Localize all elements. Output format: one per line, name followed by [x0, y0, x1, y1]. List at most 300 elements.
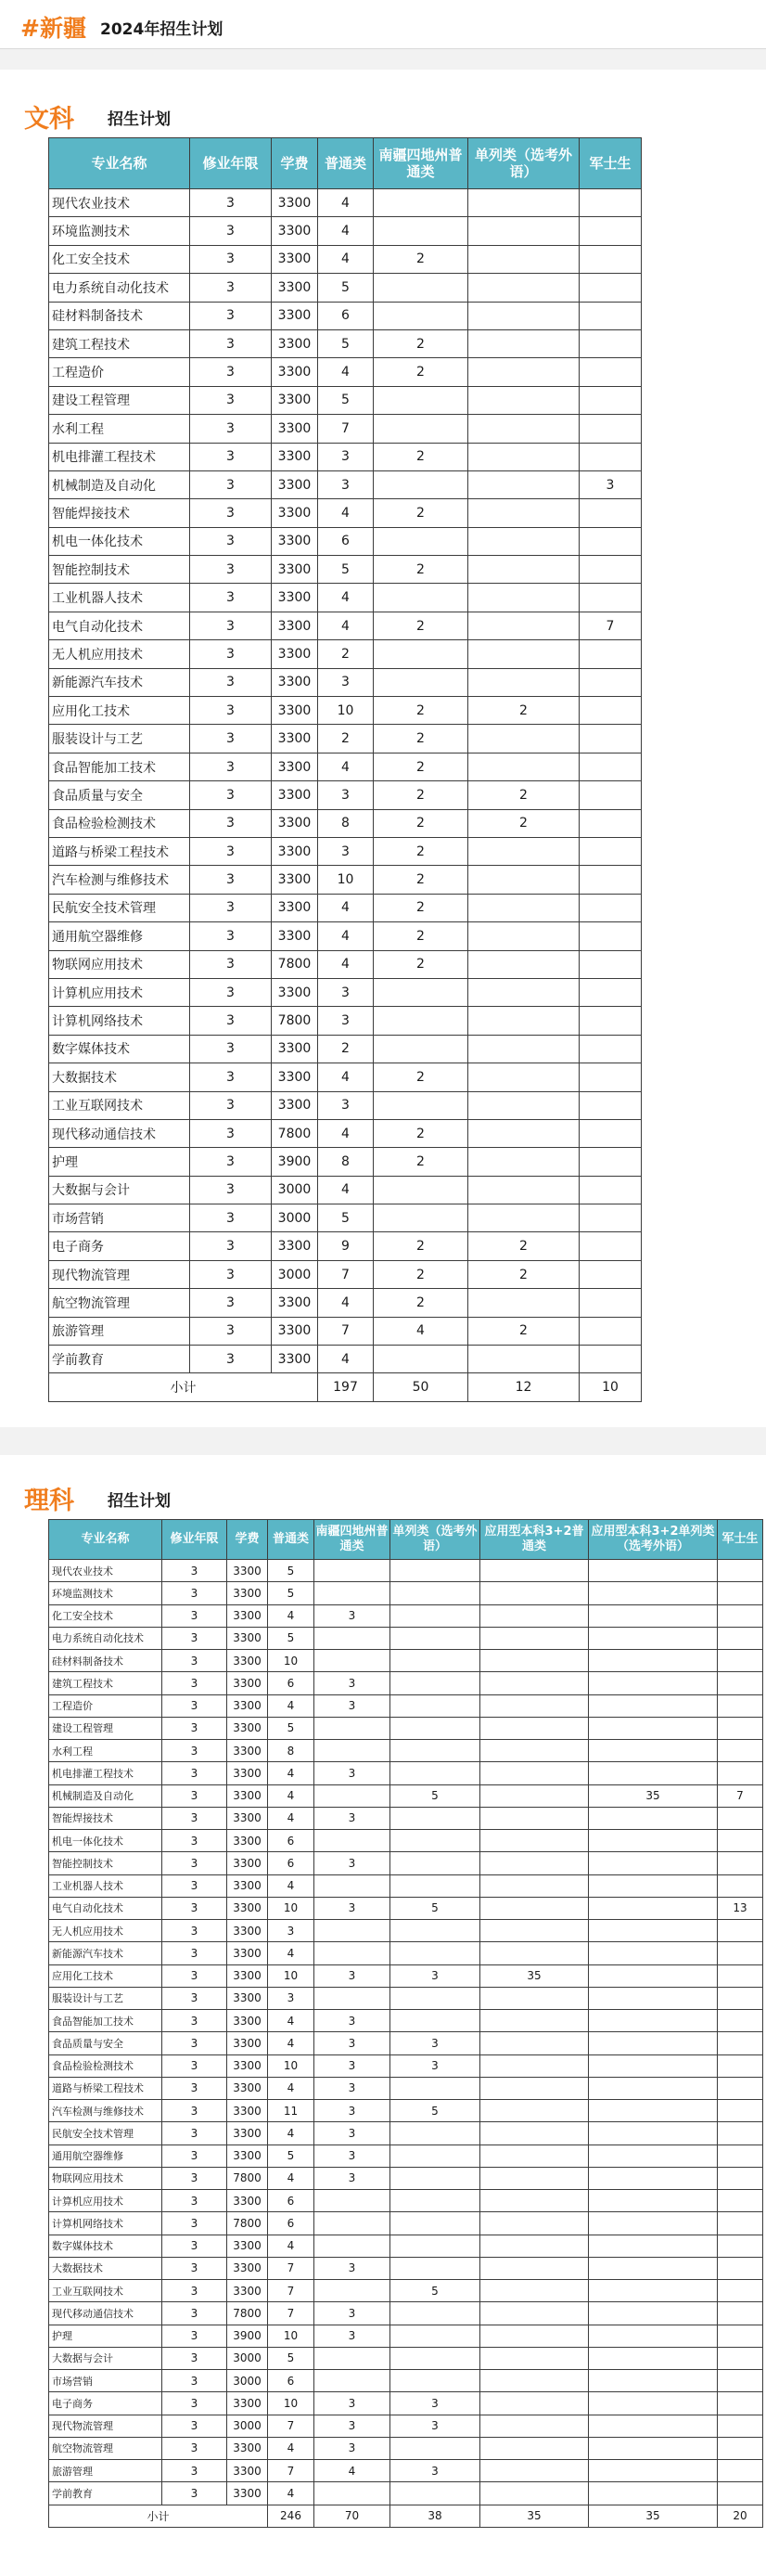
cell-bachelor-separate	[589, 2370, 718, 2392]
cell-south-xinjiang: 3	[314, 2415, 390, 2437]
cell-years: 3	[190, 1317, 272, 1345]
cell-major: 护理	[49, 2325, 162, 2347]
cell-bachelor-general	[480, 1987, 589, 2009]
cell-military	[718, 2145, 763, 2167]
cell-military	[718, 2100, 763, 2122]
cell-bachelor-separate	[589, 1560, 718, 1582]
cell-bachelor-separate	[589, 1874, 718, 1897]
table-row	[49, 1260, 642, 1288]
cell-military	[580, 1289, 642, 1317]
cell-major: 新能源汽车技术	[49, 1942, 162, 1964]
cell-years: 3	[190, 809, 272, 837]
cell-south-xinjiang: 3	[314, 1852, 390, 1874]
cell-major: 应用化工技术	[49, 1964, 162, 1987]
cell-military	[580, 837, 642, 865]
cell-bachelor-separate	[589, 1627, 718, 1649]
cell-general: 5	[318, 1204, 374, 1232]
cell-major: 环境监测技术	[49, 1582, 162, 1604]
cell-bachelor-general	[480, 1650, 589, 1672]
cell-bachelor-separate	[589, 1964, 718, 1987]
cell-years: 3	[190, 1063, 272, 1091]
cell-tuition: 3300	[272, 217, 318, 245]
cell-years: 3	[190, 470, 272, 498]
cell-military	[580, 527, 642, 555]
column-header-separate: 单列类（选考外语）	[390, 1520, 480, 1560]
cell-years: 3	[162, 2167, 227, 2189]
cell-years: 3	[190, 1176, 272, 1204]
cell-tuition: 3300	[272, 302, 318, 329]
cell-separate	[468, 1176, 580, 1204]
table-row	[49, 2145, 763, 2167]
cell-major: 工业机器人技术	[49, 1874, 162, 1897]
cell-bachelor-separate	[589, 2415, 718, 2437]
cell-separate	[468, 753, 580, 780]
cell-years: 3	[162, 2347, 227, 2369]
cell-separate	[390, 1874, 480, 1897]
cell-major: 现代移动通信技术	[49, 2302, 162, 2325]
cell-south-xinjiang: 2	[374, 358, 468, 386]
cell-military	[718, 1717, 763, 1739]
cell-major: 化工安全技术	[49, 245, 190, 273]
cell-bachelor-general	[480, 2437, 589, 2459]
cell-separate	[390, 2325, 480, 2347]
cell-major: 硅材料制备技术	[49, 302, 190, 329]
cell-general: 6	[268, 1852, 314, 1874]
cell-major: 智能焊接技术	[49, 1807, 162, 1829]
cell-years: 3	[190, 866, 272, 894]
cell-major: 无人机应用技术	[49, 1920, 162, 1942]
table-row	[49, 2257, 763, 2279]
cell-major: 汽车检测与维修技术	[49, 866, 190, 894]
table-row	[49, 1035, 642, 1063]
cell-military	[718, 1852, 763, 1874]
cell-separate: 3	[390, 2415, 480, 2437]
cell-military	[580, 781, 642, 809]
cell-major: 计算机网络技术	[49, 1007, 190, 1035]
table-row	[49, 415, 642, 443]
cell-years: 3	[190, 189, 272, 217]
table-header-row	[49, 138, 642, 189]
cell-general: 4	[318, 245, 374, 273]
cell-south-xinjiang: 3	[314, 1964, 390, 1987]
cell-bachelor-general	[480, 2370, 589, 2392]
cell-bachelor-general	[480, 2235, 589, 2257]
table-row	[49, 753, 642, 780]
cell-bachelor-separate	[589, 2257, 718, 2279]
cell-years: 3	[162, 1897, 227, 1919]
cell-military	[718, 2347, 763, 2369]
cell-years: 3	[162, 2077, 227, 2099]
column-header-bachelor-general: 应用型本科3+2普通类	[480, 1520, 589, 1560]
cell-bachelor-general	[480, 2482, 589, 2505]
cell-years: 3	[162, 2257, 227, 2279]
cell-separate	[468, 189, 580, 217]
cell-military	[580, 1148, 642, 1176]
cell-years: 3	[162, 1920, 227, 1942]
cell-general: 4	[318, 217, 374, 245]
total-label: 小计	[49, 2505, 268, 2527]
cell-tuition: 3300	[227, 2122, 268, 2145]
cell-military	[718, 1987, 763, 2009]
cell-tuition: 3000	[272, 1260, 318, 1288]
total-label: 小计	[49, 1373, 318, 1401]
table-row	[49, 2100, 763, 2122]
cell-bachelor-general	[480, 1920, 589, 1942]
cell-years: 3	[190, 245, 272, 273]
table-row	[49, 668, 642, 696]
cell-general: 6	[268, 2370, 314, 2392]
column-header-separate: 单列类（选考外语）	[468, 138, 580, 189]
cell-general: 7	[318, 1260, 374, 1288]
cell-bachelor-general	[480, 2190, 589, 2212]
cell-military	[580, 556, 642, 584]
cell-years: 3	[190, 556, 272, 584]
total-bachelor-separate: 35	[589, 2505, 718, 2527]
cell-tuition: 3300	[272, 668, 318, 696]
cell-major: 道路与桥梁工程技术	[49, 2077, 162, 2099]
cell-tuition: 3300	[272, 274, 318, 302]
cell-separate: 3	[390, 2032, 480, 2054]
cell-separate	[468, 668, 580, 696]
cell-bachelor-general	[480, 2460, 589, 2482]
cell-general: 5	[318, 329, 374, 357]
cell-tuition: 3300	[227, 1807, 268, 1829]
table-row	[49, 1232, 642, 1260]
cell-tuition: 3300	[227, 2190, 268, 2212]
cell-years: 3	[162, 1874, 227, 1897]
cell-general: 4	[268, 2077, 314, 2099]
cell-tuition: 3300	[227, 1964, 268, 1987]
cell-military	[718, 1672, 763, 1694]
cell-separate	[468, 499, 580, 527]
table-row	[49, 1740, 763, 1762]
cell-general: 4	[268, 2167, 314, 2189]
cell-separate	[390, 2370, 480, 2392]
cell-general: 4	[318, 753, 374, 780]
cell-south-xinjiang: 3	[314, 2302, 390, 2325]
cell-tuition: 3300	[227, 1650, 268, 1672]
table-row	[49, 217, 642, 245]
cell-bachelor-separate	[589, 2054, 718, 2077]
cell-south-xinjiang: 2	[374, 1148, 468, 1176]
cell-separate	[390, 2190, 480, 2212]
cell-separate	[390, 1560, 480, 1582]
cell-military	[718, 2190, 763, 2212]
cell-military	[580, 1317, 642, 1345]
cell-years: 3	[162, 1582, 227, 1604]
cell-major: 食品智能加工技术	[49, 2010, 162, 2032]
cell-years: 3	[162, 1650, 227, 1672]
cell-major: 食品检验检测技术	[49, 809, 190, 837]
cell-south-xinjiang: 3	[314, 1672, 390, 1694]
cell-years: 3	[162, 1627, 227, 1649]
cell-separate: 2	[468, 697, 580, 725]
cell-major: 机电一体化技术	[49, 527, 190, 555]
cell-separate	[390, 1672, 480, 1694]
cell-major: 现代农业技术	[49, 189, 190, 217]
table-row	[49, 2370, 763, 2392]
cell-bachelor-separate	[589, 2167, 718, 2189]
cell-military	[718, 2054, 763, 2077]
cell-bachelor-separate	[589, 1717, 718, 1739]
cell-general: 6	[318, 302, 374, 329]
cell-major: 航空物流管理	[49, 2437, 162, 2459]
cell-south-xinjiang: 2	[374, 922, 468, 950]
cell-major: 民航安全技术管理	[49, 894, 190, 921]
cell-tuition: 3300	[227, 2437, 268, 2459]
cell-years: 3	[190, 1346, 272, 1373]
cell-major: 现代物流管理	[49, 1260, 190, 1288]
cell-separate: 3	[390, 1964, 480, 1987]
cell-south-xinjiang	[374, 302, 468, 329]
cell-major: 市场营销	[49, 2370, 162, 2392]
cell-years: 3	[190, 1035, 272, 1063]
cell-major: 电力系统自动化技术	[49, 1627, 162, 1649]
cell-general: 10	[318, 697, 374, 725]
cell-military	[718, 2212, 763, 2235]
cell-separate	[390, 2077, 480, 2099]
cell-major: 智能控制技术	[49, 1852, 162, 1874]
cell-years: 3	[190, 1148, 272, 1176]
cell-tuition: 3300	[272, 499, 318, 527]
cell-south-xinjiang	[314, 2212, 390, 2235]
cell-bachelor-separate	[589, 1942, 718, 1964]
cell-south-xinjiang	[374, 527, 468, 555]
cell-years: 3	[162, 2145, 227, 2167]
table-row	[49, 1007, 642, 1035]
cell-years: 3	[190, 1007, 272, 1035]
cell-years: 3	[190, 302, 272, 329]
cell-tuition: 3300	[272, 753, 318, 780]
section-divider	[0, 49, 766, 70]
cell-general: 7	[318, 415, 374, 443]
table-row	[49, 2280, 763, 2302]
cell-general: 4	[318, 358, 374, 386]
table-row	[49, 1604, 763, 1627]
cell-bachelor-separate	[589, 1762, 718, 1784]
cell-tuition: 3300	[272, 725, 318, 753]
cell-general: 2	[318, 725, 374, 753]
cell-tuition: 3000	[227, 2347, 268, 2369]
cell-bachelor-separate	[589, 1987, 718, 2009]
cell-bachelor-separate	[589, 1852, 718, 1874]
cell-major: 大数据技术	[49, 1063, 190, 1091]
cell-military	[718, 1920, 763, 1942]
cell-south-xinjiang	[374, 189, 468, 217]
cell-south-xinjiang	[374, 217, 468, 245]
cell-military	[580, 1346, 642, 1373]
cell-south-xinjiang	[314, 2370, 390, 2392]
cell-military	[580, 302, 642, 329]
cell-major: 机电一体化技术	[49, 1830, 162, 1852]
cell-military	[580, 978, 642, 1006]
table-row	[49, 386, 642, 414]
cell-bachelor-general	[480, 2122, 589, 2145]
cell-bachelor-separate	[589, 2190, 718, 2212]
cell-major: 化工安全技术	[49, 1604, 162, 1627]
cell-military	[580, 443, 642, 470]
cell-major: 食品智能加工技术	[49, 753, 190, 780]
cell-tuition: 3300	[272, 894, 318, 921]
cell-military	[718, 2280, 763, 2302]
cell-military	[580, 415, 642, 443]
cell-tuition: 3300	[272, 358, 318, 386]
cell-major: 水利工程	[49, 1740, 162, 1762]
cell-tuition: 3300	[227, 1920, 268, 1942]
cell-bachelor-separate	[589, 1650, 718, 1672]
cell-tuition: 3300	[227, 1560, 268, 1582]
cell-military	[580, 358, 642, 386]
cell-years: 3	[190, 274, 272, 302]
cell-general: 6	[268, 1830, 314, 1852]
cell-military	[718, 2437, 763, 2459]
cell-tuition: 3300	[272, 1232, 318, 1260]
cell-south-xinjiang: 3	[314, 2257, 390, 2279]
cell-south-xinjiang: 2	[374, 697, 468, 725]
cell-south-xinjiang: 2	[374, 329, 468, 357]
cell-general: 7	[268, 2460, 314, 2482]
li-plan-label: 招生计划	[108, 1492, 171, 1511]
table-row	[49, 1317, 642, 1345]
cell-separate	[468, 1204, 580, 1232]
cell-south-xinjiang: 3	[314, 2167, 390, 2189]
cell-general: 4	[318, 1119, 374, 1147]
cell-bachelor-separate	[589, 2482, 718, 2505]
cell-general: 6	[268, 2212, 314, 2235]
table-row	[49, 470, 642, 498]
table-row	[49, 2325, 763, 2347]
cell-years: 3	[162, 2100, 227, 2122]
cell-south-xinjiang: 2	[374, 245, 468, 273]
table-row	[49, 2437, 763, 2459]
cell-south-xinjiang: 3	[314, 2325, 390, 2347]
cell-years: 3	[190, 781, 272, 809]
cell-south-xinjiang: 4	[314, 2460, 390, 2482]
table-row	[49, 809, 642, 837]
cell-military	[718, 2415, 763, 2437]
cell-general: 7	[268, 2257, 314, 2279]
cell-separate: 3	[390, 2392, 480, 2415]
cell-military	[718, 2167, 763, 2189]
cell-military	[718, 1694, 763, 1717]
cell-general: 8	[318, 809, 374, 837]
total-row	[49, 1373, 642, 1401]
table-row	[49, 1119, 642, 1147]
cell-bachelor-general	[480, 2167, 589, 2189]
table-row	[49, 2302, 763, 2325]
cell-general: 7	[318, 1317, 374, 1345]
cell-major: 水利工程	[49, 415, 190, 443]
cell-separate	[390, 1762, 480, 1784]
table-row	[49, 584, 642, 612]
cell-military	[718, 2235, 763, 2257]
cell-general: 5	[268, 2347, 314, 2369]
cell-major: 计算机网络技术	[49, 2212, 162, 2235]
cell-major: 旅游管理	[49, 1317, 190, 1345]
cell-south-xinjiang	[314, 2347, 390, 2369]
cell-major: 民航安全技术管理	[49, 2122, 162, 2145]
cell-bachelor-separate	[589, 2460, 718, 2482]
cell-tuition: 3300	[227, 1717, 268, 1739]
cell-general: 4	[268, 2235, 314, 2257]
table-row	[49, 1582, 763, 1604]
table-row	[49, 697, 642, 725]
cell-separate: 2	[468, 1260, 580, 1288]
cell-tuition: 3300	[227, 1604, 268, 1627]
cell-south-xinjiang	[374, 1176, 468, 1204]
cell-general: 6	[318, 527, 374, 555]
cell-bachelor-general	[480, 1560, 589, 1582]
cell-bachelor-general	[480, 2145, 589, 2167]
cell-general: 5	[318, 274, 374, 302]
cell-separate	[468, 1063, 580, 1091]
cell-south-xinjiang: 2	[374, 499, 468, 527]
cell-separate	[390, 2212, 480, 2235]
table-row	[49, 1694, 763, 1717]
cell-tuition: 3300	[227, 1942, 268, 1964]
cell-general: 4	[318, 499, 374, 527]
cell-tuition: 7800	[272, 1007, 318, 1035]
column-header-years: 修业年限	[162, 1520, 227, 1560]
cell-major: 现代农业技术	[49, 1560, 162, 1582]
cell-tuition: 3300	[227, 1582, 268, 1604]
cell-general: 4	[268, 1604, 314, 1627]
table-row	[49, 1762, 763, 1784]
cell-major: 智能控制技术	[49, 556, 190, 584]
cell-major: 硅材料制备技术	[49, 1650, 162, 1672]
cell-years: 3	[162, 2280, 227, 2302]
total-row	[49, 2505, 763, 2527]
li-subject-label: 理科	[24, 1487, 74, 1515]
table-row	[49, 2235, 763, 2257]
cell-major: 无人机应用技术	[49, 640, 190, 668]
cell-military	[580, 1204, 642, 1232]
table-row	[49, 2032, 763, 2054]
cell-major: 航空物流管理	[49, 1289, 190, 1317]
cell-military	[718, 1650, 763, 1672]
table-row	[49, 1672, 763, 1694]
cell-bachelor-separate	[589, 1582, 718, 1604]
page-header	[0, 0, 766, 49]
cell-tuition: 3300	[227, 2145, 268, 2167]
cell-bachelor-general	[480, 1762, 589, 1784]
cell-separate	[468, 837, 580, 865]
cell-separate	[468, 245, 580, 273]
cell-major: 工业互联网技术	[49, 1091, 190, 1119]
table-row	[49, 2190, 763, 2212]
table-row	[49, 499, 642, 527]
cell-years: 3	[190, 217, 272, 245]
cell-tuition: 3900	[227, 2325, 268, 2347]
cell-military	[580, 1176, 642, 1204]
cell-general: 6	[268, 2190, 314, 2212]
cell-military	[580, 189, 642, 217]
cell-years: 3	[190, 753, 272, 780]
cell-military	[580, 668, 642, 696]
table-row	[49, 2054, 763, 2077]
cell-separate	[468, 415, 580, 443]
cell-south-xinjiang	[314, 2280, 390, 2302]
cell-military	[580, 245, 642, 273]
cell-south-xinjiang: 2	[374, 1063, 468, 1091]
cell-years: 3	[190, 922, 272, 950]
cell-bachelor-general	[480, 2032, 589, 2054]
cell-general: 4	[268, 1874, 314, 1897]
cell-military	[580, 274, 642, 302]
cell-military	[580, 725, 642, 753]
cell-military	[580, 753, 642, 780]
cell-south-xinjiang: 2	[374, 1119, 468, 1147]
